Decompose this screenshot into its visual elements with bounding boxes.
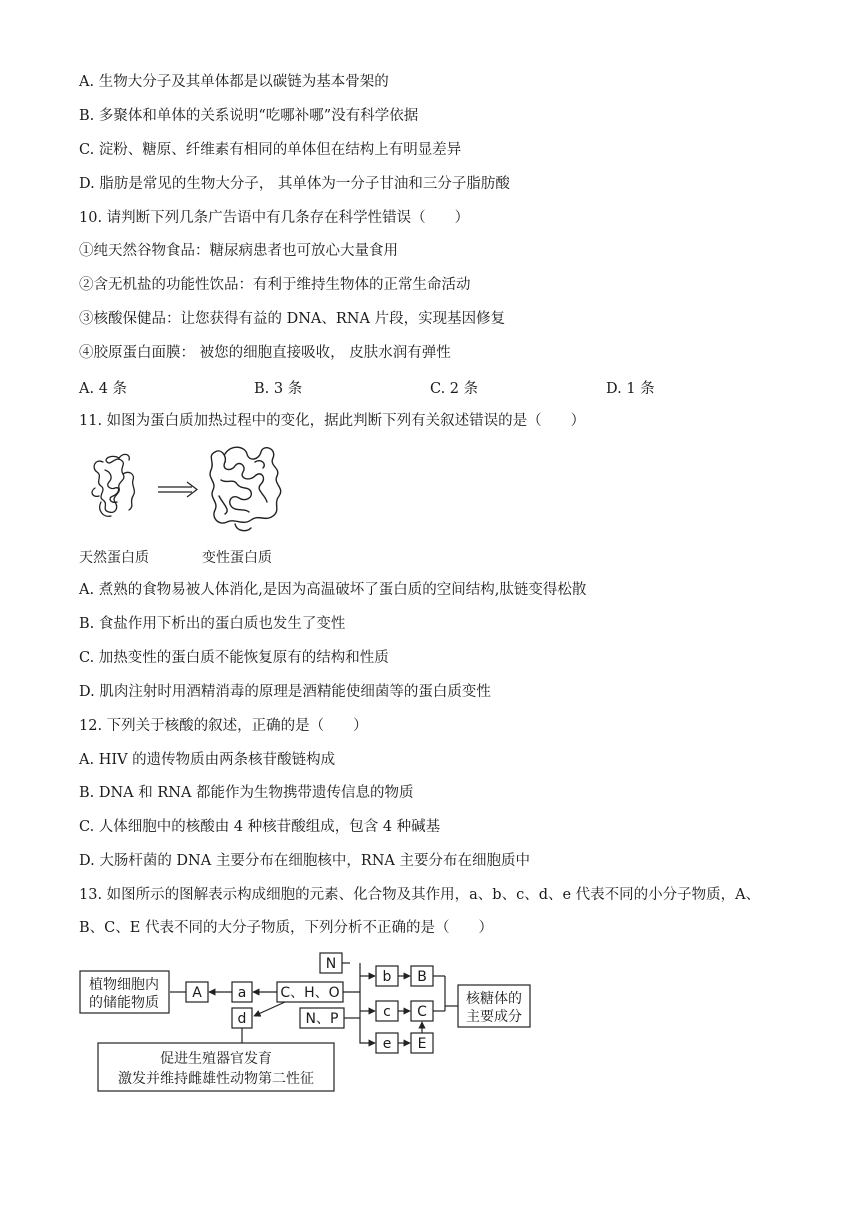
q10-item-4: ④胶原蛋白面膜： 被您的细胞直接吸收， 皮肤水润有弹性 — [79, 345, 451, 361]
label-d: d — [237, 1011, 247, 1027]
label-C: C — [417, 1004, 427, 1020]
denatured-protein-label: 变性蛋白质 — [202, 550, 272, 566]
storage-label-2: 的储能物质 — [89, 995, 159, 1011]
label-NP: N、P — [305, 1011, 339, 1027]
box-B — [411, 966, 433, 986]
box-a — [232, 982, 252, 1002]
q10-option-d: D. 1 条 — [606, 381, 655, 397]
q9-option-d: D. 脂肪是常见的生物大分子， 其单体为一分子甘油和三分子脂肪酸 — [79, 176, 510, 192]
q9-option-c: C. 淀粉、糖原、纤维素有相同的单体但在结构上有明显差异 — [79, 142, 462, 158]
denatured-protein-drawing — [210, 447, 281, 530]
q10-item-2: ②含无机盐的功能性饮品：有利于维持生物体的正常生命活动 — [79, 277, 471, 293]
label-B: B — [417, 969, 427, 985]
q12-option-a: A. HIV 的遗传物质由两条核苷酸链构成 — [79, 752, 336, 768]
protein-denaturation-figure — [75, 440, 315, 570]
box-N — [320, 953, 342, 973]
label-a: a — [237, 985, 247, 1001]
label-c: c — [383, 1004, 391, 1020]
q10-option-a: A. 4 条 — [79, 381, 128, 397]
double-arrow — [158, 482, 197, 497]
function-box — [98, 1043, 334, 1091]
q11-option-a: A. 煮熟的食物易被人体消化,是因为高温破坏了蛋白质的空间结构,肽链变得松散 — [79, 582, 587, 598]
storage-substance-box — [80, 971, 169, 1013]
native-protein-drawing — [92, 454, 134, 516]
box-e — [376, 1033, 398, 1053]
q13-stem-line-1: 13. 如图所示的图解表示构成细胞的元素、化合物及其作用，a、b、c、d、e 代表不同的小分子物质，A、 — [79, 887, 761, 903]
label-A: A — [192, 985, 202, 1001]
label-e: e — [382, 1036, 392, 1052]
q11-stem: 11. 如图为蛋白质加热过程中的变化，据此判断下列有关叙述错误的是（ ） — [79, 413, 586, 429]
box-b — [376, 966, 398, 986]
ribosome-box — [458, 985, 530, 1027]
q10-stem: 10. 请判断下列几条广告语中有几条存在科学性错误（ ） — [79, 210, 470, 226]
box-c — [376, 1001, 398, 1021]
q10-option-c: C. 2 条 — [430, 381, 479, 397]
label-E: E — [417, 1036, 427, 1052]
function-label-2: 激发并维持雌雄性动物第二性征 — [118, 1071, 314, 1087]
q11-option-d: D. 肌肉注射时用酒精消毒的原理是酒精能使细菌等的蛋白质变性 — [79, 684, 491, 700]
box-d — [232, 1008, 252, 1028]
box-E — [411, 1033, 433, 1053]
q9-option-b: B. 多聚体和单体的关系说明“吃哪补哪”没有科学依据 — [79, 108, 419, 124]
q13-stem-line-2: B、C、E 代表不同的大分子物质，下列分析不正确的是（ ） — [79, 920, 493, 936]
function-label-1: 促进生殖器官发育 — [160, 1051, 272, 1067]
box-C — [411, 1001, 433, 1021]
label-CHO: C、H、O — [280, 985, 340, 1001]
q10-item-3: ③核酸保健品：让您获得有益的 DNA、RNA 片段，实现基因修复 — [79, 311, 506, 327]
q10-option-b: B. 3 条 — [254, 381, 303, 397]
ribosome-label-2: 主要成分 — [466, 1009, 522, 1025]
q12-option-c: C. 人体细胞中的核酸由 4 种核苷酸组成，包含 4 种碱基 — [79, 819, 441, 835]
q12-option-d: D. 大肠杆菌的 DNA 主要分布在细胞核中，RNA 主要分布在细胞质中 — [79, 853, 531, 869]
ribosome-label-1: 核糖体的 — [466, 991, 522, 1007]
q11-option-b: B. 食盐作用下析出的蛋白质也发生了变性 — [79, 616, 346, 632]
q12-stem: 12. 下列关于核酸的叙述，正确的是（ ） — [79, 718, 368, 734]
q10-options — [79, 377, 779, 397]
label-N: N — [325, 956, 337, 972]
native-protein-label: 天然蛋白质 — [79, 550, 149, 566]
box-NP — [300, 1008, 344, 1028]
label-b: b — [382, 969, 392, 985]
q12-option-b: B. DNA 和 RNA 都能作为生物携带遗传信息的物质 — [79, 785, 414, 801]
storage-label-1: 植物细胞内 — [89, 977, 159, 993]
box-A — [186, 982, 208, 1002]
q11-option-c: C. 加热变性的蛋白质不能恢复原有的结构和性质 — [79, 650, 389, 666]
box-CHO — [277, 982, 343, 1002]
q9-option-a: A. 生物大分子及其单体都是以碳链为基本骨架的 — [79, 74, 389, 90]
q10-item-1: ①纯天然谷物食品：糖尿病患者也可放心大量食用 — [79, 243, 398, 259]
